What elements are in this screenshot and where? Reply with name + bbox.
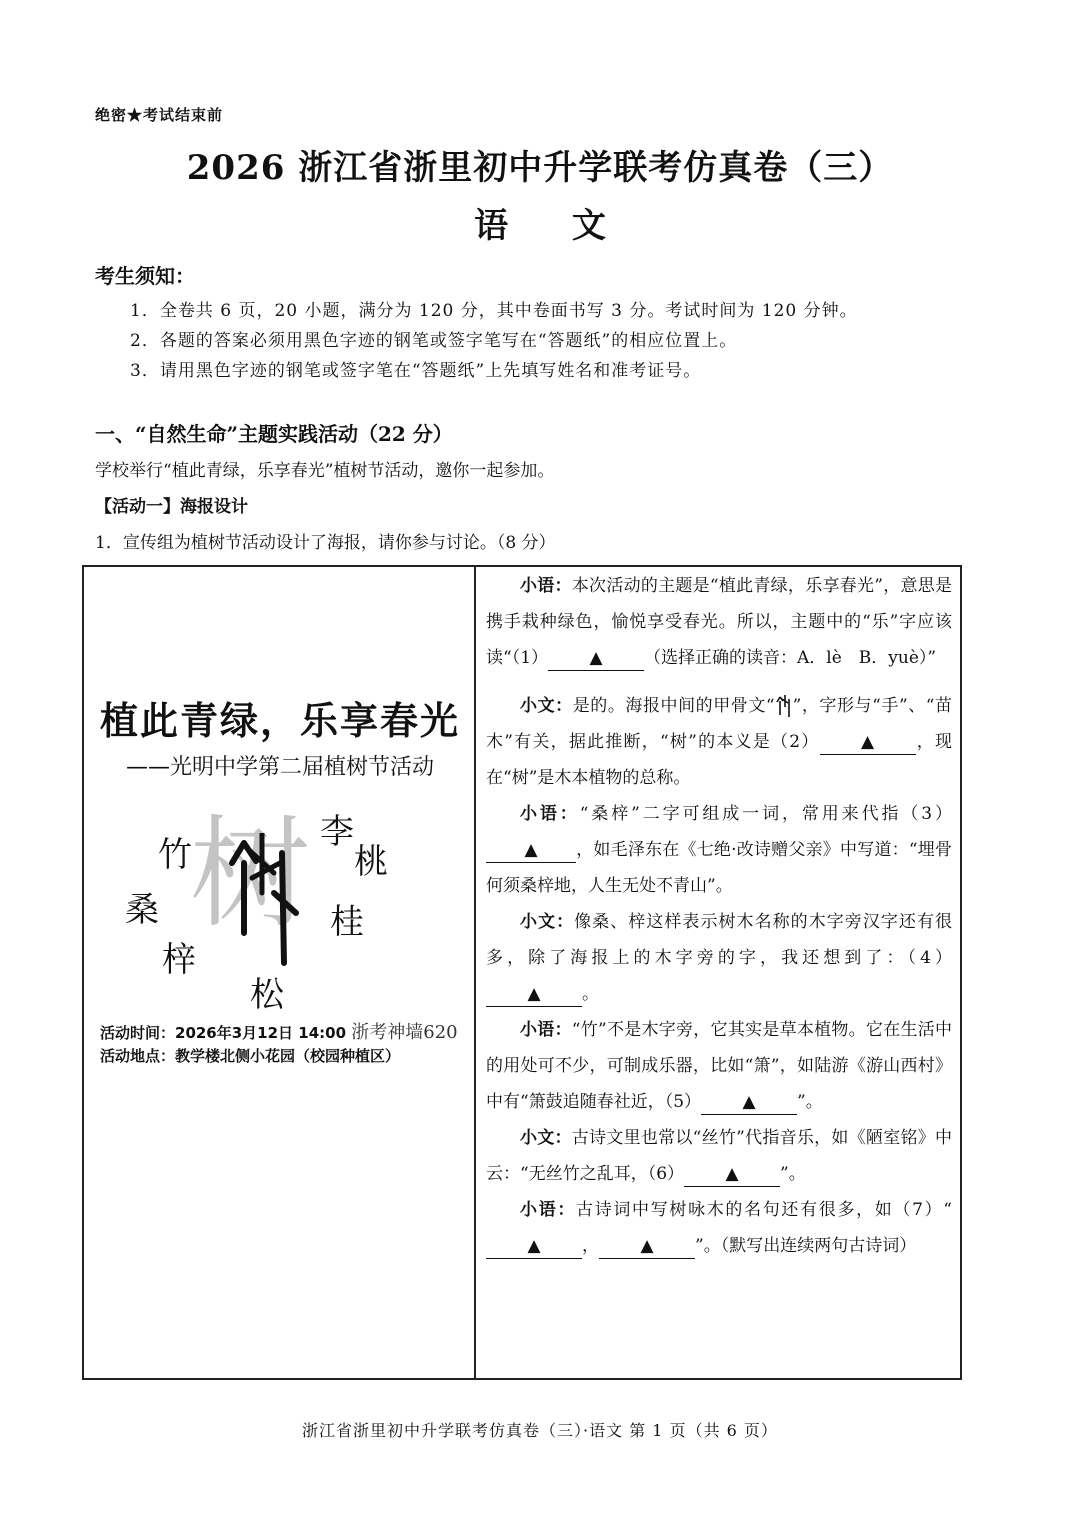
section-heading: 一、“自然生命”主题实践活动（22 分） xyxy=(95,422,453,446)
dialog-text: （选择正确的读音：A．lè B．yuè）” xyxy=(644,648,937,668)
confidential-label: 绝密★考试结束前 xyxy=(95,106,224,124)
speaker-label: 小文： xyxy=(520,1128,572,1148)
oracle-tree-mini-icon xyxy=(775,695,793,719)
dialog-para-3 xyxy=(486,796,952,904)
dialog-text: ， xyxy=(582,1236,599,1256)
dialog-text: 是的。海报中间的甲骨文“ xyxy=(572,696,775,716)
answer-blank-7a[interactable]: ▲ xyxy=(486,1234,582,1259)
dialog-text: ”，字形与“手”、“苗木”有关，据此推断，“树”的本义是（2） xyxy=(486,696,953,752)
tree-char-gui: 桂 xyxy=(330,902,364,942)
dialog-text: ”。 xyxy=(797,1092,823,1112)
question-1: 1．宣传组为植树节活动设计了海报，请你参与讨论。（8 分） xyxy=(95,533,556,553)
answer-blank-1[interactable]: ▲ xyxy=(548,646,644,671)
dialog-text: 古诗文里也常以“丝竹”代指音乐，如《陋室铭》中云：“无丝竹之乱耳，（6） xyxy=(486,1128,952,1184)
tree-char-li: 李 xyxy=(320,812,354,852)
dialog-text: ”。（默写出连续两句古诗词） xyxy=(695,1236,917,1256)
dialog-para-2 xyxy=(486,688,952,796)
speaker-label: 小语： xyxy=(520,1020,572,1040)
tree-char-sang: 桑 xyxy=(125,890,159,930)
answer-blank-3[interactable]: ▲ xyxy=(486,838,576,863)
dialog-text: 。 xyxy=(582,984,599,1004)
notice-list xyxy=(130,296,858,386)
dialog-text: 本次活动的主题是“植此青绿，乐享春光”，意思是携手栽种绿色，愉悦享受春光。所以，主题中的“乐”字应该读“（1） xyxy=(486,576,952,668)
answer-blank-2[interactable]: ▲ xyxy=(820,730,916,755)
notice-item: 1．全卷共 6 页，20 小题，满分为 120 分，其中卷面书写 3 分。考试时间为 120 分钟。 xyxy=(130,301,858,321)
subject-title: 语 文 xyxy=(474,206,632,246)
speaker-label: 小文： xyxy=(520,912,575,932)
poster-place: 活动地点：教学楼北侧小花园（校园种植区） xyxy=(100,1047,401,1065)
speaker-label: 小语： xyxy=(520,1200,577,1220)
tree-char-zhu: 竹 xyxy=(158,835,192,875)
box-divider xyxy=(474,565,476,1380)
speaker-label: 小文： xyxy=(520,696,573,716)
oracle-bone-tree-icon xyxy=(222,833,302,973)
watermark-text: 浙考神墙620 xyxy=(351,1022,458,1043)
dialog-text: ，现在“树”是木本植物的总称。 xyxy=(486,732,953,788)
dialog-text: 古诗词中写树咏木的名句还有很多，如（7）“ xyxy=(576,1200,953,1220)
speaker-label: 小语： xyxy=(520,576,572,596)
notice-item: 3．请用黑色字迹的钢笔或签字笔在“答题纸”上先填写姓名和准考证号。 xyxy=(130,361,702,381)
exam-title: 2026 浙江省浙里初中升学联考仿真卷（三） xyxy=(186,148,894,188)
page-footer: 浙江省浙里初中升学联考仿真卷（三）·语文 第 1 页（共 6 页） xyxy=(302,1421,778,1440)
dialog-para-5 xyxy=(486,1012,952,1120)
dialog-text: “竹”不是木字旁，它其实是草本植物。它在生活中的用处可不少，可制成乐器，比如“箫”，如陆游《游山西村》中有“箫鼓追随春社近，（5） xyxy=(486,1020,952,1112)
tree-char-song: 松 xyxy=(250,975,284,1015)
answer-blank-6[interactable]: ▲ xyxy=(684,1162,780,1187)
notice-heading: 考生须知： xyxy=(95,264,195,288)
dialog-text: “桑梓”二字可组成一词，常用来代指（3） xyxy=(579,804,952,824)
dialog-para-6 xyxy=(486,1120,952,1192)
answer-blank-5[interactable]: ▲ xyxy=(701,1090,797,1115)
tree-char-tao: 桃 xyxy=(354,842,388,882)
dialog-para-1 xyxy=(486,568,952,676)
poster-time-text: 活动时间：2026年3月12日 14:00 xyxy=(100,1024,347,1042)
poster-title: 植此青绿，乐享春光 xyxy=(100,698,461,743)
dialog-text: ”。 xyxy=(780,1164,806,1184)
poster-time xyxy=(100,1018,458,1044)
activity-heading: 【活动一】海报设计 xyxy=(95,497,248,517)
notice-item: 2．各题的答案必须用黑色字迹的钢笔或签字笔写在“答题纸”的相应位置上。 xyxy=(130,331,738,351)
poster-subtitle: ——光明中学第二届植树节活动 xyxy=(125,755,434,780)
answer-blank-7b[interactable]: ▲ xyxy=(599,1234,695,1259)
dialog-text: ，如毛泽东在《七绝·改诗赠父亲》中写道：“埋骨何须桑梓地，人生无处不青山”。 xyxy=(486,840,952,896)
poster-big-character: 树 xyxy=(190,805,310,944)
dialog-para-7 xyxy=(486,1192,952,1264)
dialog-column xyxy=(486,568,952,1264)
dialog-text: 像桑、梓这样表示树木名称的木字旁汉字还有很多，除了海报上的木字旁的字，我还想到了：（4） xyxy=(486,912,953,968)
tree-char-zi: 梓 xyxy=(162,940,196,980)
answer-blank-4[interactable]: ▲ xyxy=(486,982,582,1007)
section-intro: 学校举行“植此青绿，乐享春光”植树节活动，邀你一起参加。 xyxy=(95,461,555,481)
speaker-label: 小语： xyxy=(520,804,580,824)
dialog-para-4 xyxy=(486,904,952,1012)
